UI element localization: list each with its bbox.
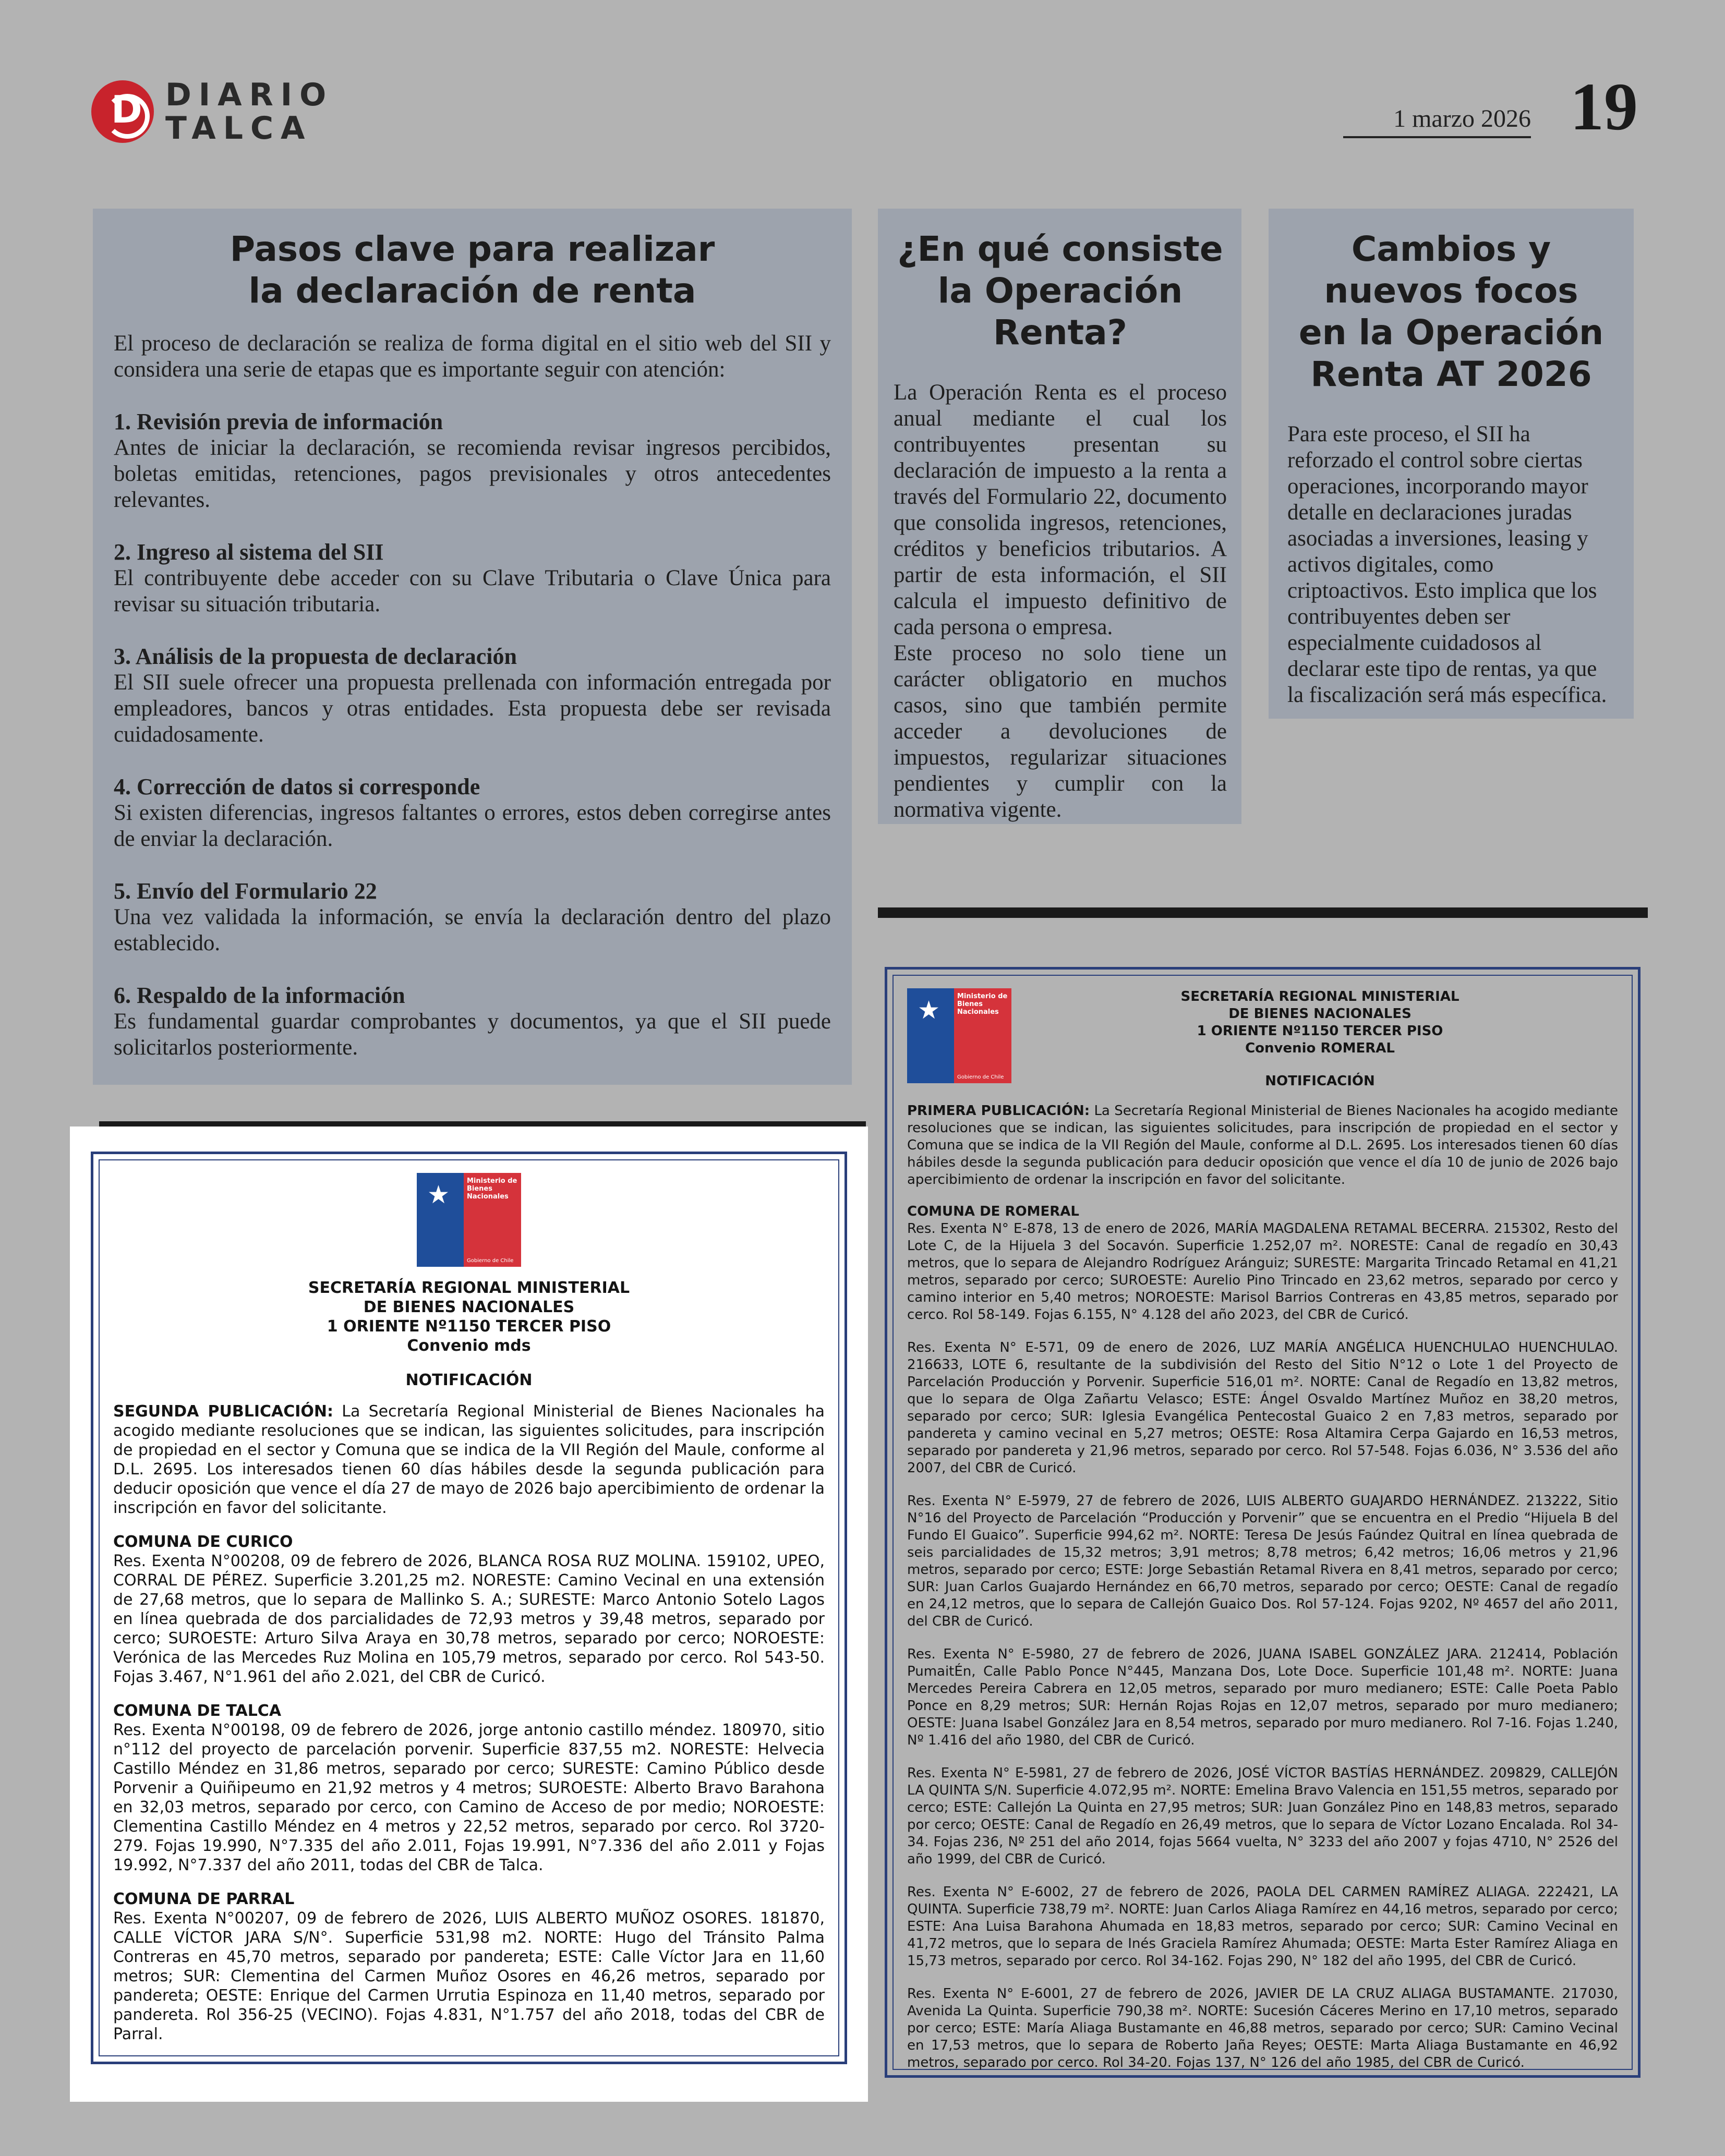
step-4: 4. Corrección de datos si corresponde Si existen diferencias, ingresos faltantes o errores, estos deben corregirse antes de enviar la declaración. [114, 774, 831, 851]
operacion-renta-title: ¿En qué consiste la Operación Renta? [897, 229, 1223, 353]
notice1-comuna-parral: COMUNA DE PARRAL [113, 1890, 295, 1908]
logo-line2: TALCA [165, 110, 312, 147]
notice1-res-parral: Res. Exenta N°00207, 09 de febrero de 2026, LUIS ALBERTO MUÑOZ OSORES. 181870, CALLE VÍCTOR JARA S/N°. Superficie 531,98 m2. NORTE: Hugo del Tránsito Palma Contreras en 45,70 metros, separado por pandereta; ESTE: Calle Víctor Jara en 11,60 metros; SUR: Clementina del Carmen Muñoz Osores en 46,26 metros, separado por pandereta; OESTE: Enrique del Carmen Urrutia Espinoza en 11,40 metros, separado por pandereta. Rol 356-25 (VECINO). Fojas 4.831, N°1.757 del año 2018, todas del CBR de Parral. [113, 1909, 825, 2043]
notice2-heading: SECRETARÍA REGIONAL MINISTERIAL DE BIENES NACIONALES 1 ORIENTE Nº1150 TERCER PISO Convenio ROMERAL [1180, 989, 1459, 1056]
notice1-comuna-talca: COMUNA DE TALCA [113, 1702, 282, 1720]
notice1-heading: SECRETARÍA REGIONAL MINISTERIAL DE BIENES NACIONALES 1 ORIENTE Nº1150 TERCER PISO Convenio mds [308, 1279, 630, 1355]
star-icon: ★ [427, 1180, 450, 1209]
cambios-para: Para este proceso, el SII ha reforzado el control sobre ciertas operaciones, incorporando mayor detalle en declaraciones juradas asociadas a inversiones, leasing y activos digitales, como criptoactivos. Esto implica que los contribuyentes deben ser especialmente cuidadosos al declarar este tipo de rentas, ya que la fiscalización será más específica. [1287, 422, 1607, 707]
notice-segunda-publicacion [70, 1127, 868, 2102]
star-icon: ★ [918, 996, 940, 1025]
notice2-res-2: Res. Exenta N° E-571, 09 de enero de 2026, LUZ MARÍA ANGÉLICA HUENCHULAO HUENCHULAO. 216633, LOTE 6, resultante de la subdivisión del Resto del Sitio N°12 o Lote 1 del Proyecto de Parcelación Producción y Porvenir. Superficie 516,01 m². NORTE: Canal de Regadío en 13,82 metros, que lo separa de Olga Zañartu Velasco; ESTE: Ángel Osvaldo Martínez Muñoz en 38,20 metros, separado por cerco; SUR: Iglesia Evangélica Pentecostal Guaico 2 en 7,83 metros, separado por pandereta y camino vecinal en 5,27 metros; OESTE: Rosa Altamira Cerpa Gajardo en 16,53 metros, separado por pandereta y 21,96 metros, separado por cerco. Rol 57-548. Fojas 6.036, N° 3.536 del año 2007, del CBR de Curicó. [907, 1340, 1618, 1476]
step-5: 5. Envío del Formulario 22 Una vez validada la información, se envía la declaración dentro del plazo establecido. [114, 878, 831, 955]
notice1-lead: SEGUNDA PUBLICACIÓN: La Secretaría Regional Ministerial de Bienes Nacionales ha acogido mediante resoluciones que se indican, las siguientes solicitudes, para inscripción de propiedad en el sector y Comuna que se indica de la VII Región del Maule, conforme al D.L. 2695. Los interesados tienen 60 días hábiles desde la segunda publicación para deducir oposición que vence el día 27 de mayo de 2026 bajo apercibimiento de ordenar la inscripción en favor del solicitante. [113, 1402, 825, 1517]
notice2-title: NOTIFICACIÓN [1265, 1073, 1375, 1089]
cambios-title: Cambios y nuevos focos en la Operación Renta AT 2026 [1298, 229, 1604, 394]
operacion-renta-box [878, 209, 1241, 824]
notice2-res-6: Res. Exenta N° E-6002, 27 de febrero de 2026, PAOLA DEL CARMEN RAMÍREZ ALIAGA. 222421, LA QUINTA. Superficie 738,79 m². NORTE: Juan Carlos Aliaga Ramírez en 44,16 metros, separado por cerco; ESTE: Ana Luisa Barahona Ahumada en 18,83 metros, separado por cerco; SUR: Camino Vecinal en 41,72 metros, que lo separa de Inés Graciela Ramírez Ahumada; OESTE: Marta Ester Ramírez Aliaga en 15,73 metros, separado por cerco. Rol 34-162. Fojas 290, N° 182 del año 1995, del CBR de Curicó. [907, 1884, 1618, 1969]
issue-date: 1 marzo 2026 [1343, 104, 1531, 138]
notice2-lead: PRIMERA PUBLICACIÓN: La Secretaría Regional Ministerial de Bienes Nacionales ha acogido mediante resoluciones que se indican, las siguientes solicitudes, para inscripción de propiedad en el sector y Comuna que se indica de la VII Región del Maule, conforme al D.L. 2695. Los interesados tienen 60 días hábiles desde la segunda publicación para deducir oposición que vence el día 10 de junio de 2026 bajo apercibimiento de ordenar la inscripción en favor del solicitante. [907, 1103, 1619, 1188]
notice1-res-talca: Res. Exenta N°00198, 09 de febrero de 2026, jorge antonio castillo méndez. 180970, sitio n°112 del proyecto de parcelación porvenir. Superficie 837,55 m2. NORESTE: Helvecia Castillo Méndez en 31,86 metros, separado por cerco; SURESTE: Camino Público desde Porvenir a Quiñipeumo en 21,92 metros y 4 metros; SUROESTE: Alberto Bravo Barahona en 32,03 metros, separado por cerco, con Camino de Acceso de por medio; NOROESTE: Clementina Castillo Méndez en 4 metros y 22,52 metros, separado por cerco. Rol 3720-279. Fojas 19.990, N°7.335 del año 2.011, Fojas 19.991, N°7.336 del año 2.011 y Fojas 19.992, N°7.337 del año 2011, todas del CBR de Talca. [113, 1721, 825, 1874]
notice2-comuna-romeral: COMUNA DE ROMERAL [907, 1204, 1079, 1219]
diario-talca-logo [91, 78, 333, 145]
notice2-res-7: Res. Exenta N° E-6001, 27 de febrero de 2026, JAVIER DE LA CRUZ ALIAGA BUSTAMANTE. 217030, Avenida La Quinta. Superficie 790,38 m². NORTE: Sucesión Cáceres Merino en 17,10 metros, separado por cerco; ESTE: María Aliaga Bustamante en 46,88 metros, separado por cerco; SUR: Camino Vecinal en 17,53 metros, que lo separa de Roberto Jaña Reyes; OESTE: Marta Aliaga Bustamante en 46,92 metros, separado por cerco. Rol 34-20. Fojas 137, N° 126 del año 1985, del CBR de Curicó. [907, 1986, 1618, 2070]
notice-primera-publicacion [885, 967, 1640, 2078]
step-3: 3. Análisis de la propuesta de declaración El SII suele ofrecer una propuesta prellenada con información entregada por empleadores, bancos y otras entidades. Esta propuesta debe ser revisada cuidadosamente. [114, 644, 831, 747]
logo-line1: DIARIO [165, 77, 334, 113]
notice1-title: NOTIFICACIÓN [405, 1371, 533, 1389]
notice2-res-3: Res. Exenta N° E-5979, 27 de febrero de 2026, LUIS ALBERTO GUAJARDO HERNÁNDEZ. 213222, Sitio N°16 del Proyecto de Parcelación “Producción y Porvenir” que se encuentra en el Predio “Hijuela B del Fundo El Guaico”. Superficie 994,62 m². NORTE: Teresa De Jesús Faúndez Quitral en línea quebrada de seis parcialidades de 15,32 metros; 3,91 metros; 8,78 metros; 6,42 metros; 16,06 metros y 21,96 metros, separado por cerco; ESTE: Jorge Sebastián Retamal Rivera en 8,41 metros, separado por cerco; SUR: Juan Carlos Guajardo Hernández en 66,70 metros, separado por cerco; OESTE: Canal de regadío en 24,12 metros, que lo separa de Callejón Guaico Dos. Rol 57-124. Fojas 9202, Nº 4657 del año 2011, del CBR de Curicó. [907, 1493, 1618, 1629]
notice2-res-5: Res. Exenta N° E-5981, 27 de febrero de 2026, JOSÉ VÍCTOR BASTÍAS HERNÁNDEZ. 209829, CALLEJÓN LA QUINTA S/N. Superficie 4.072,95 m². NORTE: Emelina Bravo Valencia en 151,55 metros, separado por cerco; ESTE: Callejón La Quinta en 27,95 metros; SUR: Juan González Pino en 148,83 metros, separado por cerco; OESTE: Canal de Regadío en 26,49 metros, que lo separa de Víctor Lozano Encalada. Rol 34-34. Fojas 236, Nº 251 del año 2014, fojas 5664 vuelta, N° 3233 del año 2007 y fojas 4710, N° 2526 del año 1999, del CBR de Curicó. [907, 1765, 1618, 1867]
steps-intro: El proceso de declaración se realiza de forma digital en el sitio web del SII y considera una serie de etapas que es importante seguir con atención: [114, 331, 831, 382]
notice2-res-1: Res. Exenta N° E-878, 13 de enero de 2026, MARÍA MAGDALENA RETAMAL BECERRA. 215302, Resto del Lote C, de la Hijuela 3 del Socavón. Superficie 1.252,07 m². NORESTE: Canal de regadío en 30,43 metros, que lo separa de Alejandro Rodríguez Aránguiz; SURESTE: Margarita Trincado Retamal en 41,21 metros, separado por cerco; SUROESTE: Aurelio Pino Trincado en 23,62 metros, separado por cerco y camino interior en 5,40 metros; NOROESTE: Marisol Barrios Contreras en 43,85 metros, separado por cerco. Rol 58-149. Fojas 6.155, N° 4.128 del año 2023, del CBR de Curicó. [907, 1221, 1618, 1323]
notice1-res-curico: Res. Exenta N°00208, 09 de febrero de 2026, BLANCA ROSA RUZ MOLINA. 159102, UPEO, CORRAL DE PÉREZ. Superficie 3.201,25 m2. NORESTE: Camino Vecinal en una extensión de 27,68 metros, que lo separa de Mallinko S. A.; SURESTE: Marco Antonio Sotelo Lagos en línea quebrada de dos parcialidades de 72,93 metros y 39,48 metros, separado por cerco; SUROESTE: Arturo Silva Araya en 30,78 metros, separado por cerco; NOROESTE: Verónica de las Mercedes Ruz Molina en 105,79 metros, separado por cerco. Rol 543-50. Fojas 3.467, N°1.961 del año 2.021, del CBR de Curicó. [113, 1552, 825, 1686]
step-2: 2. Ingreso al sistema del SII El contribuyente debe acceder con su Clave Tributaria o Clave Única para revisar su situación tributaria. [114, 539, 831, 616]
ministerio-crest-icon: ★ Ministerio de Bienes Nacionales Gobierno de Chile [417, 1173, 521, 1267]
step-1: 1. Revisión previa de información Antes de iniciar la declaración, se recomienda revisar ingresos percibidos, boletas emitidas, retenciones, pagos previsionales y otros antecedentes relevantes. [114, 409, 831, 512]
step-6: 6. Respaldo de la información Es fundamental guardar comprobantes y documentos, ya que el SII puede solicitarlos posteriormente. [114, 983, 831, 1060]
logo-icon [91, 80, 154, 143]
notice2-res-4: Res. Exenta N° E-5980, 27 de febrero de 2026, JUANA ISABEL GONZÁLEZ JARA. 212414, Población PumaitÉn, Calle Pablo Ponce N°445, Manzana Dos, Lote Doce. Superficie 101,48 m². NORTE: Juana Mercedes Pereira Cabrera en 12,05 metros, separado por muro medianero; ESTE: Calle Poeta Pablo Ponce en 8,29 metros; SUR: Hernán Rojas Rojas en 12,07 metros, separado por muro medianero; OESTE: Juana Isabel González Jara en 8,54 metros, separado por muro medianero. Rol 7-16. Fojas 1.240, Nº 1.416 del año 1980, del CBR de Curicó. [907, 1646, 1618, 1748]
ministerio-crest-icon: ★ Ministerio de Bienes Nacionales Gobierno de Chile [907, 988, 1011, 1083]
divider-right [878, 907, 1648, 918]
operacion-renta-para2: Este proceso no solo tiene un carácter obligatorio en muchos casos, sino que también permite acceder a devoluciones de impuestos, regularizar situaciones pendientes y cumplir con la normativa vigente. [894, 641, 1227, 822]
operacion-renta-para1: La Operación Renta es el proceso anual mediante el cual los contribuyentes presentan su declaración de impuesto a la renta a través del Formulario 22, documento que consolida ingresos, retenciones, créditos y beneficios tributarios. A partir de esta información, el SII calcula el impuesto definitivo de cada persona o empresa. [894, 380, 1227, 639]
notice1-comuna-curico: COMUNA DE CURICO [113, 1533, 293, 1551]
steps-box [93, 209, 852, 1085]
page-number: 19 [1570, 69, 1638, 144]
cambios-box [1269, 209, 1634, 719]
steps-title: Pasos clave para realizar la declaración de renta [230, 229, 715, 311]
